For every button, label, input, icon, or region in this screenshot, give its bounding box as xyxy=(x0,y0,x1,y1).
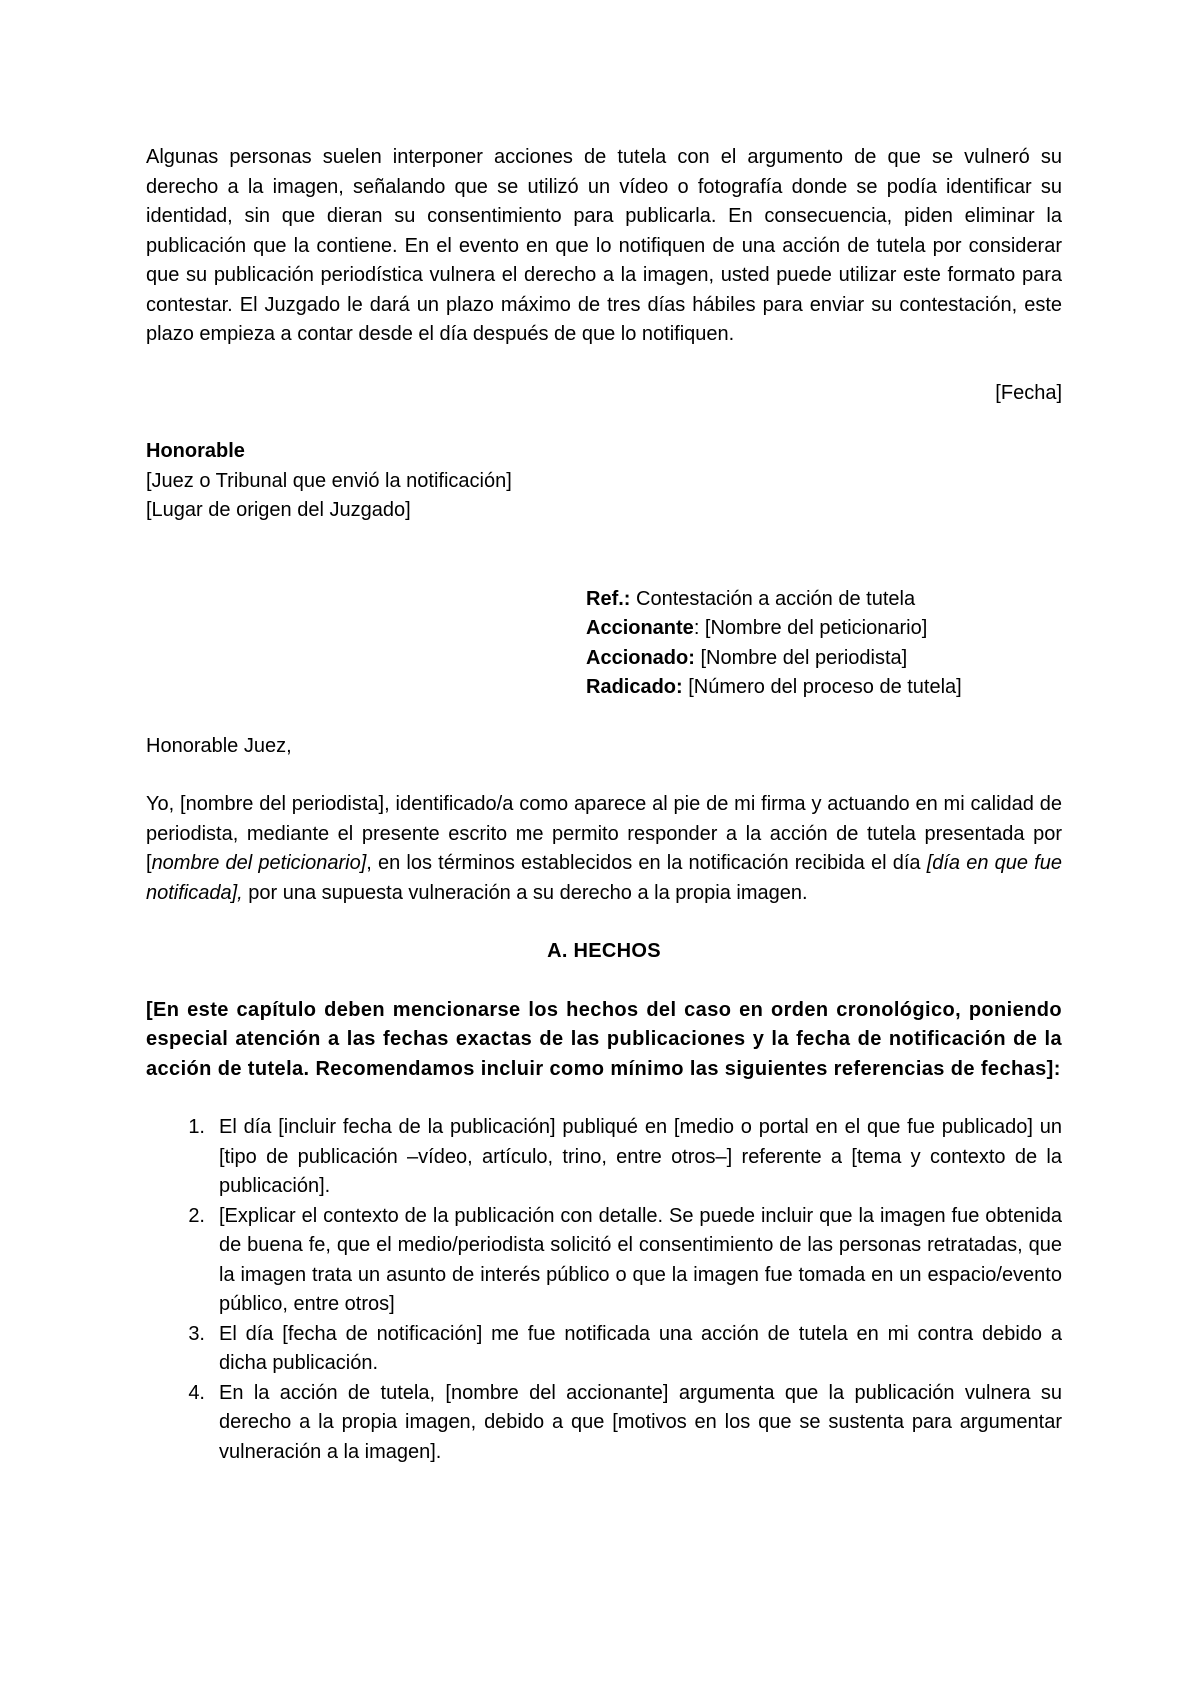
addressee-location: [Lugar de origen del Juzgado] xyxy=(146,499,411,521)
accionante-label: Accionante xyxy=(586,617,694,639)
ref-value: Contestación a acción de tutela xyxy=(630,587,916,610)
facts-list xyxy=(146,1113,1062,1467)
date-placeholder: [Fecha] xyxy=(995,381,1062,404)
body-text-1: Yo, [nombre del periodista], identificado/a como aparece al pie de mi firma y actuando en mi calidad de periodista, mediante el presente escrito me permito responder a la acción de tutela presentada por [ xyxy=(146,793,1062,874)
ref-label: Ref.: xyxy=(586,587,631,610)
body-italic-date: [día en que fue notificada], xyxy=(146,852,1062,904)
accionante-line xyxy=(586,614,1062,644)
addressee-block xyxy=(146,437,1062,526)
accionado-label: Accionado: xyxy=(586,646,695,669)
body-text-3: por una supuesta vulneración a su derecho a la propia imagen. xyxy=(242,881,808,904)
body-paragraph xyxy=(146,790,1062,908)
list-item-number: 4. xyxy=(188,1381,205,1404)
list-item-text: En la acción de tutela, [nombre del accionante] argumenta que la publicación vulnera su derecho a la propia imagen, debido a que [motivos en los que se sustenta para argumentar vulneración a la imagen]. xyxy=(219,1381,1062,1463)
intro-paragraph: Algunas personas suelen interponer acciones de tutela con el argumento de que se vulneró su derecho a la imagen, señalando que se utilizó un vídeo o fotografía donde se podía identificar su identidad, sin que dieran su consentimiento para publicarla. En consecuencia, piden eliminar la publicación que la contiene. En el evento en que lo notifiquen de una acción de tutela por considerar que su publicación periodística vulnera el derecho a la imagen, usted puede utilizar este formato para contestar. El Juzgado le dará un plazo máximo de tres días hábiles para enviar su contestación, este plazo empieza a contar desde el día después de que lo notifiquen. xyxy=(146,146,1062,345)
chapter-instructions: [En este capítulo deben mencionarse los hechos del caso en orden cronológico, poniendo especial atención a las fechas exactas de las publicaciones y la fecha de notificación de la acción de tutela. Recomendamos incluir como mínimo las siguientes referencias de fechas]: xyxy=(146,998,1062,1080)
accionado-line xyxy=(586,644,1062,674)
list-item-number: 3. xyxy=(188,1322,205,1345)
radicado-line xyxy=(586,673,1062,703)
addressee-court: [Juez o Tribunal que envió la notificación] xyxy=(146,469,512,492)
ref-line xyxy=(586,585,1062,615)
list-item-text: El día [fecha de notificación] me fue notificada una acción de tutela en mi contra debido a dicha publicación. xyxy=(219,1322,1062,1374)
list-item-number: 2. xyxy=(188,1204,205,1227)
body-text-2: , en los términos establecidos en la notificación recibida el día xyxy=(366,852,927,874)
list-item xyxy=(146,1202,1062,1320)
list-item xyxy=(146,1113,1062,1202)
section-heading: A. HECHOS xyxy=(547,940,661,962)
document-page xyxy=(146,143,1062,1467)
radicado-value: [Número del proceso de tutela] xyxy=(682,676,962,698)
accionado-value: [Nombre del periodista] xyxy=(694,646,908,669)
radicado-label: Radicado: xyxy=(586,676,683,698)
list-item xyxy=(146,1320,1062,1379)
salutation: Honorable Juez, xyxy=(146,734,292,757)
list-item-text: El día [incluir fecha de la publicación] publiqué en [medio o portal en el que fue publicado] un [tipo de publicación –vídeo, artículo, trino, entre otros–] referente a [tema y contexto de la publicación]. xyxy=(219,1116,1062,1197)
body-italic-petitioner: nombre del peticionario] xyxy=(151,852,367,874)
accionante-value: : [Nombre del peticionario] xyxy=(693,617,928,639)
list-item-text: [Explicar el contexto de la publicación con detalle. Se puede incluir que la imagen fue obtenida de buena fe, que el medio/periodista solicitó el consentimiento de las personas retratadas, que la imagen trata un asunto de interés público o que la imagen fue tomada en un espacio/evento público, entre otros] xyxy=(219,1204,1062,1315)
addressee-title: Honorable xyxy=(146,440,245,462)
list-item-number: 1. xyxy=(188,1116,205,1138)
reference-block xyxy=(586,585,1062,703)
list-item xyxy=(146,1379,1062,1468)
